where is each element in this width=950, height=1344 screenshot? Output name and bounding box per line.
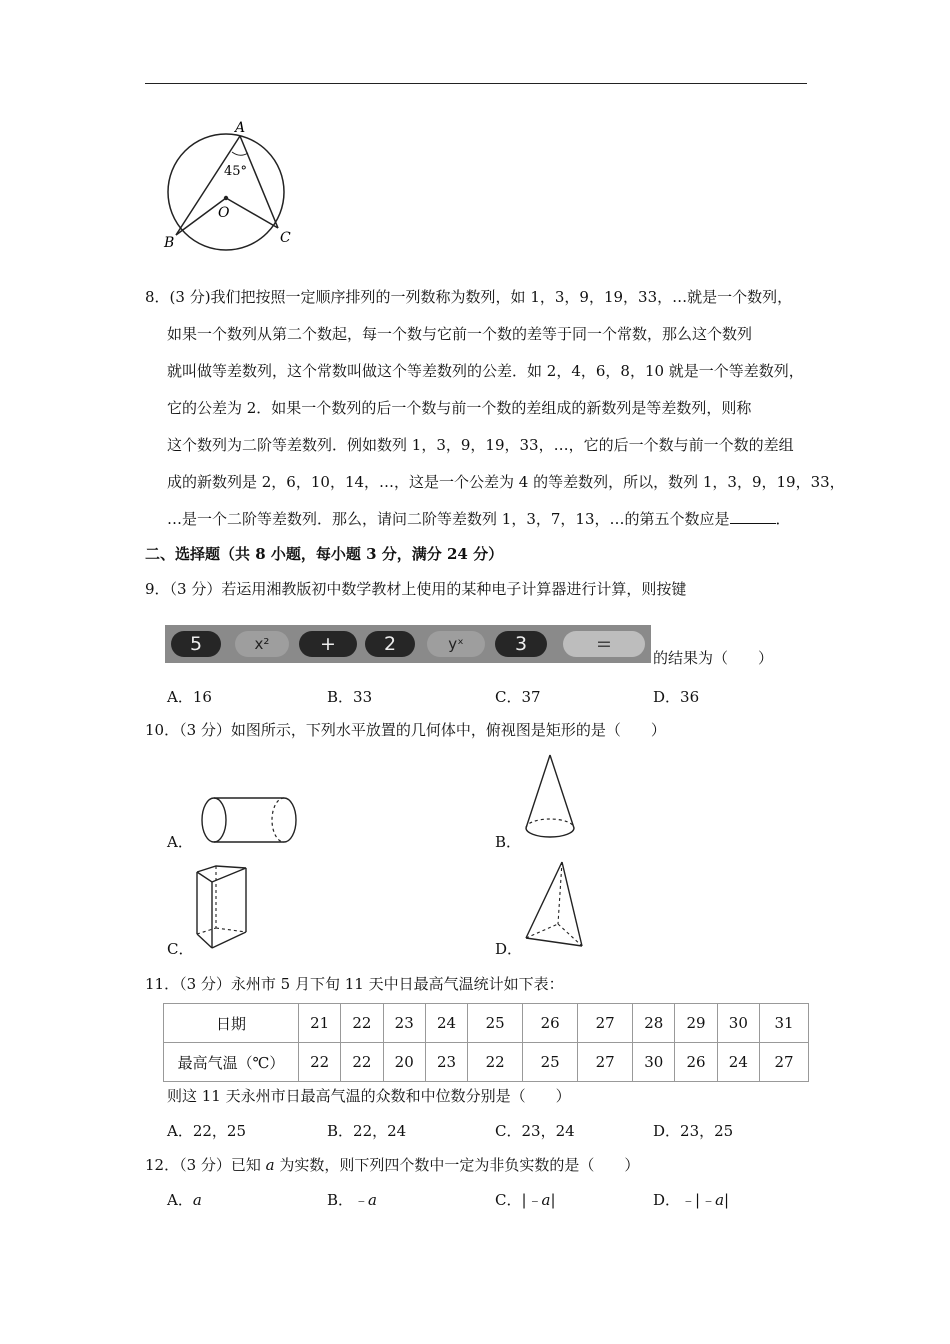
q9-option-a: A．16 — [167, 688, 212, 706]
section-heading: 二、选择题（共 8 小题，每小题 3 分，满分 24 分） — [145, 545, 504, 563]
q8-line-4: 它的公差为 2．如果一个数列的后一个数与前一个数的差组成的新数列是等差数列，则称 — [167, 399, 752, 417]
q8-line-7 — [167, 508, 791, 529]
chord-ac — [240, 136, 278, 228]
q8-line-1: 8．(3 分)我们把按照一定顺序排列的一列数称为数列，如 1，3，9，19，33，…就是一个数列， — [145, 288, 793, 306]
header-rule — [145, 83, 807, 84]
table-cell: 23 — [425, 1043, 467, 1082]
table-cell: 20 — [383, 1043, 425, 1082]
q12-stem — [145, 1154, 639, 1175]
table-cell: 24 — [425, 1004, 467, 1043]
option-expr: |﹣a| — [521, 1191, 556, 1209]
table-cell: 21 — [299, 1004, 341, 1043]
table-cell: 30 — [717, 1004, 759, 1043]
q8-line-2: 如果一个数列从第二个数起，每一个数与它前一个数的差等于同一个常数，那么这个数列 — [167, 325, 753, 343]
table-cell: 23 — [383, 1004, 425, 1043]
q11-option-c: C．23，24 — [495, 1122, 575, 1140]
radius-oc — [226, 198, 278, 228]
key-y-power-x: yˣ — [427, 631, 485, 657]
q9-stem: 9．（3 分）若运用湘教版初中数学教材上使用的某种电子计算器进行计算，则按键 — [145, 580, 687, 598]
answer-blank — [730, 509, 776, 524]
table-cell: 31 — [760, 1004, 809, 1043]
table-row-temps — [164, 1043, 809, 1082]
option-expr: ﹣a — [353, 1191, 377, 1209]
label-a: A — [235, 120, 246, 136]
q9-after-keys: 的结果为（ ） — [653, 649, 774, 667]
table-cell: 22 — [299, 1043, 341, 1082]
circle-figure — [160, 118, 300, 258]
table-cell: 30 — [633, 1043, 675, 1082]
q10-option-d: D． — [495, 940, 523, 958]
label-o: O — [218, 205, 230, 221]
option-label: D． — [653, 1191, 681, 1209]
q11-question: 则这 11 天永州市日最高气温的众数和中位数分别是（ ） — [167, 1087, 571, 1105]
q8-line-5: 这个数列为二阶等差数列．例如数列 1，3，9，19，33，…，它的后一个数与前一个数的差组 — [167, 436, 794, 454]
key-equals: = — [563, 631, 645, 657]
table-cell: 26 — [523, 1004, 578, 1043]
q9-option-b: B．33 — [327, 688, 373, 706]
q11-stem: 11．（3 分）永州市 5 月下旬 11 天中日最高气温统计如下表： — [145, 975, 564, 993]
q12-variable: a — [265, 1156, 275, 1174]
option-expr: ﹣|﹣a| — [680, 1191, 730, 1209]
table-cell: 29 — [675, 1004, 717, 1043]
q8-last-end: ． — [775, 510, 791, 528]
temperature-table — [163, 1003, 809, 1082]
key-x-squared: x² — [235, 631, 289, 657]
table-cell: 27 — [760, 1043, 809, 1082]
table-cell: 25 — [468, 1004, 523, 1043]
q11-option-d: D．23，25 — [653, 1122, 734, 1140]
table-cell: 26 — [675, 1043, 717, 1082]
q9-option-c: C．37 — [495, 688, 541, 706]
angle-arc — [232, 152, 248, 155]
q12-option-b — [327, 1189, 377, 1210]
key-2: 2 — [365, 631, 415, 657]
table-cell: 22 — [341, 1004, 383, 1043]
q12-option-d — [653, 1189, 729, 1210]
key-5: 5 — [171, 631, 221, 657]
table-row-dates — [164, 1004, 809, 1043]
label-b: B — [164, 235, 175, 251]
option-label: C． — [495, 1191, 522, 1209]
table-cell: 22 — [341, 1043, 383, 1082]
pyramid-figure — [520, 858, 590, 952]
q12-stem-post: 为实数，则下列四个数中一定为非负实数的是（ ） — [274, 1156, 640, 1174]
key-plus: + — [299, 631, 357, 657]
table-cell: 27 — [578, 1004, 633, 1043]
q8-line-3: 就叫做等差数列，这个常数叫做这个等差数列的公差．如 2，4，6，8，10 就是一个等差数列， — [167, 362, 804, 380]
option-expr: a — [192, 1191, 202, 1209]
table-header-temp: 最高气温（℃） — [164, 1043, 299, 1082]
prism-figure — [190, 862, 256, 956]
table-cell: 27 — [578, 1043, 633, 1082]
center-point — [224, 196, 228, 200]
table-cell: 28 — [633, 1004, 675, 1043]
table-header-date: 日期 — [164, 1004, 299, 1043]
q10-option-c: C． — [167, 940, 194, 958]
q10-option-a: A． — [167, 833, 193, 851]
key-3: 3 — [495, 631, 547, 657]
calculator-keys-image — [165, 625, 651, 663]
cone-figure — [520, 752, 590, 844]
option-label: A． — [167, 1191, 193, 1209]
q12-option-a — [167, 1189, 202, 1210]
q8-line-6: 成的新数列是 2，6，10，14，…，这是一个公差为 4 的等差数列，所以，数列 1，3，9，19，33， — [167, 473, 845, 491]
q11-option-a: A．22，25 — [167, 1122, 247, 1140]
q12-option-c — [495, 1189, 556, 1210]
table-cell: 24 — [717, 1043, 759, 1082]
option-label: B． — [327, 1191, 354, 1209]
q12-stem-pre: 12．（3 分）已知 — [145, 1156, 266, 1174]
q11-option-b: B．22，24 — [327, 1122, 407, 1140]
q10-option-b: B． — [495, 833, 522, 851]
q10-stem: 10．（3 分）如图所示，下列水平放置的几何体中，俯视图是矩形的是（ ） — [145, 721, 666, 739]
label-c: C — [280, 230, 291, 246]
label-angle: 45° — [224, 164, 248, 179]
table-cell: 22 — [468, 1043, 523, 1082]
q9-option-d: D．36 — [653, 688, 700, 706]
q8-last-text: …是一个二阶等差数列．那么，请问二阶等差数列 1，3，7，13，…的第五个数应是 — [167, 510, 730, 528]
cylinder-figure — [196, 792, 306, 852]
circle-outline — [168, 134, 284, 250]
table-cell: 25 — [523, 1043, 578, 1082]
